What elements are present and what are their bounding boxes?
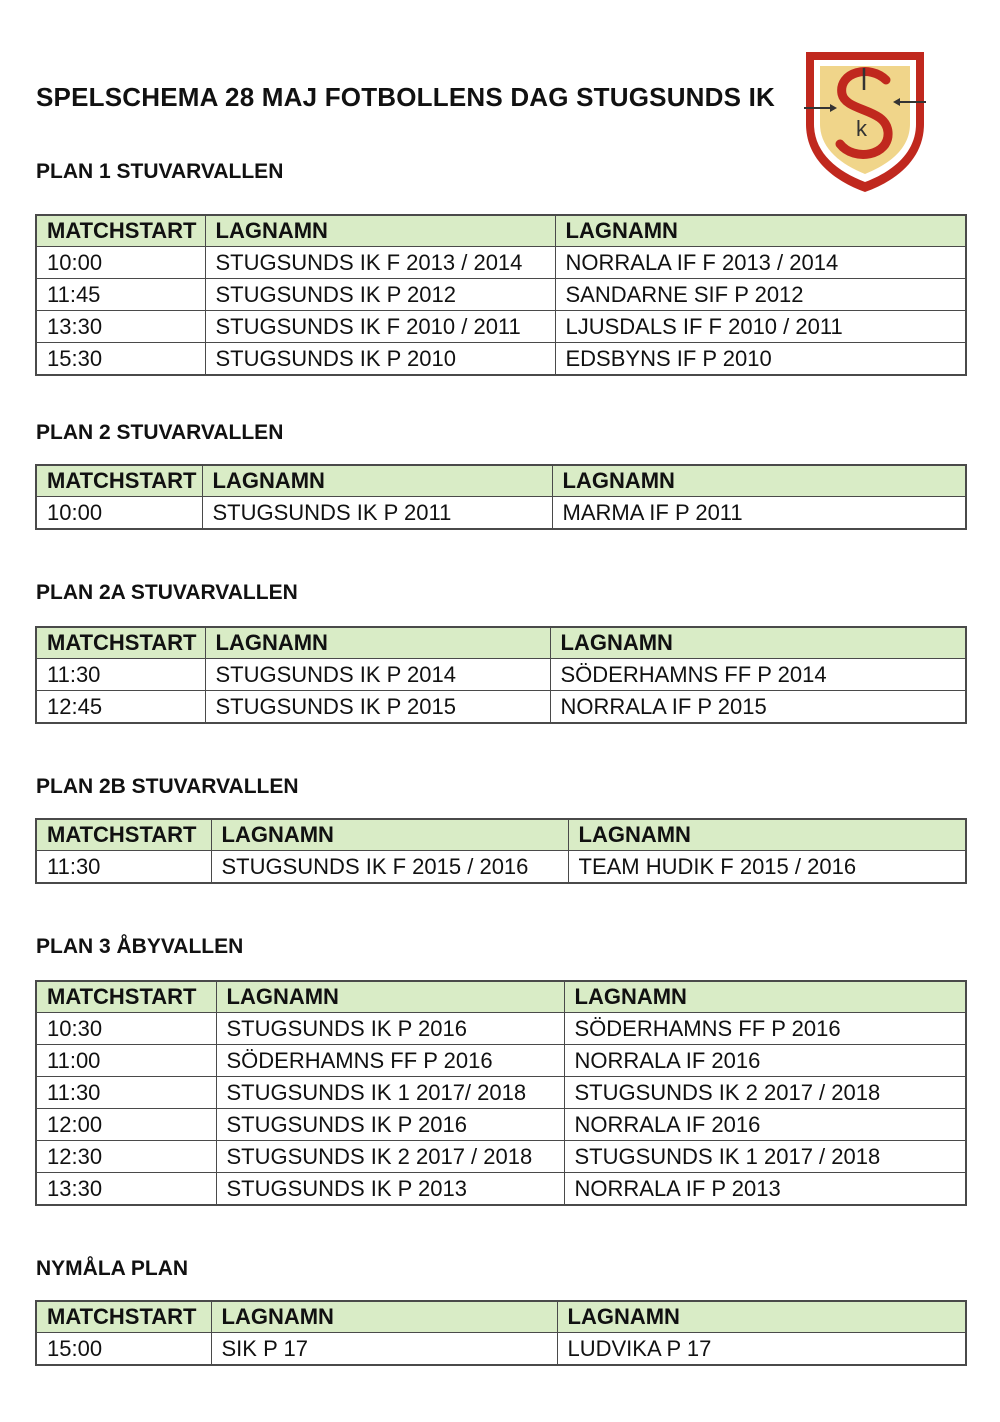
column-header: LAGNAMN bbox=[557, 1301, 966, 1333]
section-heading: PLAN 2B STUVARVALLEN bbox=[36, 775, 299, 798]
table-row bbox=[36, 497, 966, 530]
table-header-row bbox=[36, 819, 966, 851]
svg-text:k: k bbox=[856, 116, 867, 141]
home-team: STUGSUNDS IK P 2016 bbox=[216, 1109, 564, 1141]
away-team: STUGSUNDS IK 1 2017 / 2018 bbox=[564, 1141, 966, 1173]
section-heading: PLAN 3 ÅBYVALLEN bbox=[36, 935, 244, 958]
column-header: LAGNAMN bbox=[216, 981, 564, 1013]
column-header: LAGNAMN bbox=[211, 819, 568, 851]
table-row bbox=[36, 279, 966, 311]
table-header-row bbox=[36, 627, 966, 659]
table-row bbox=[36, 1013, 966, 1045]
away-team: NORRALA IF 2016 bbox=[564, 1045, 966, 1077]
match-time: 10:00 bbox=[36, 247, 205, 279]
home-team: STUGSUNDS IK P 2011 bbox=[202, 497, 552, 530]
table-row bbox=[36, 343, 966, 376]
away-team: LUDVIKA P 17 bbox=[557, 1333, 966, 1366]
column-header: MATCHSTART bbox=[36, 465, 202, 497]
column-header: MATCHSTART bbox=[36, 1301, 211, 1333]
column-header: LAGNAMN bbox=[568, 819, 966, 851]
away-team: NORRALA IF P 2015 bbox=[550, 691, 966, 724]
match-time: 10:30 bbox=[36, 1013, 216, 1045]
match-time: 15:00 bbox=[36, 1333, 211, 1366]
away-team: TEAM HUDIK F 2015 / 2016 bbox=[568, 851, 966, 884]
table-header-row bbox=[36, 1301, 966, 1333]
schedule-table bbox=[35, 818, 967, 884]
table-row bbox=[36, 311, 966, 343]
table-row bbox=[36, 1333, 966, 1366]
home-team: SIK P 17 bbox=[211, 1333, 557, 1366]
section-heading: NYMÅLA PLAN bbox=[36, 1257, 189, 1280]
column-header: LAGNAMN bbox=[211, 1301, 557, 1333]
match-time: 12:30 bbox=[36, 1141, 216, 1173]
home-team: STUGSUNDS IK F 2015 / 2016 bbox=[211, 851, 568, 884]
column-header: LAGNAMN bbox=[564, 981, 966, 1013]
home-team: STUGSUNDS IK P 2012 bbox=[205, 279, 555, 311]
home-team: STUGSUNDS IK P 2013 bbox=[216, 1173, 564, 1206]
home-team: STUGSUNDS IK 2 2017 / 2018 bbox=[216, 1141, 564, 1173]
schedule-table bbox=[35, 980, 967, 1206]
match-time: 10:00 bbox=[36, 497, 202, 530]
away-team: SÖDERHAMNS FF P 2014 bbox=[550, 659, 966, 691]
home-team: STUGSUNDS IK 1 2017/ 2018 bbox=[216, 1077, 564, 1109]
match-time: 11:45 bbox=[36, 279, 205, 311]
section-heading: PLAN 2 STUVARVALLEN bbox=[36, 421, 284, 444]
away-team: MARMA IF P 2011 bbox=[552, 497, 966, 530]
match-time: 11:30 bbox=[36, 1077, 216, 1109]
column-header: LAGNAMN bbox=[555, 215, 966, 247]
section-heading: PLAN 2A STUVARVALLEN bbox=[36, 581, 298, 604]
home-team: STUGSUNDS IK P 2015 bbox=[205, 691, 550, 724]
table-row bbox=[36, 1077, 966, 1109]
table-header-row bbox=[36, 981, 966, 1013]
away-team: NORRALA IF F 2013 / 2014 bbox=[555, 247, 966, 279]
table-row bbox=[36, 659, 966, 691]
away-team: LJUSDALS IF F 2010 / 2011 bbox=[555, 311, 966, 343]
column-header: LAGNAMN bbox=[205, 215, 555, 247]
table-row bbox=[36, 851, 966, 884]
home-team: STUGSUNDS IK P 2014 bbox=[205, 659, 550, 691]
away-team: NORRALA IF P 2013 bbox=[564, 1173, 966, 1206]
away-team: EDSBYNS IF P 2010 bbox=[555, 343, 966, 376]
away-team: SANDARNE SIF P 2012 bbox=[555, 279, 966, 311]
table-header-row bbox=[36, 465, 966, 497]
table-row bbox=[36, 691, 966, 724]
column-header: LAGNAMN bbox=[205, 627, 550, 659]
column-header: LAGNAMN bbox=[202, 465, 552, 497]
table-row bbox=[36, 247, 966, 279]
match-time: 11:30 bbox=[36, 851, 211, 884]
schedule-table bbox=[35, 464, 967, 530]
away-team: STUGSUNDS IK 2 2017 / 2018 bbox=[564, 1077, 966, 1109]
schedule-table bbox=[35, 1300, 967, 1366]
match-time: 12:00 bbox=[36, 1109, 216, 1141]
table-row bbox=[36, 1141, 966, 1173]
club-crest-icon bbox=[800, 46, 930, 194]
home-team: STUGSUNDS IK F 2013 / 2014 bbox=[205, 247, 555, 279]
column-header: MATCHSTART bbox=[36, 627, 205, 659]
schedule-table bbox=[35, 626, 967, 724]
column-header: MATCHSTART bbox=[36, 215, 205, 247]
table-row bbox=[36, 1109, 966, 1141]
column-header: LAGNAMN bbox=[550, 627, 966, 659]
home-team: STUGSUNDS IK P 2016 bbox=[216, 1013, 564, 1045]
table-row bbox=[36, 1173, 966, 1206]
match-time: 12:45 bbox=[36, 691, 205, 724]
match-time: 13:30 bbox=[36, 1173, 216, 1206]
match-time: 11:30 bbox=[36, 659, 205, 691]
match-time: 15:30 bbox=[36, 343, 205, 376]
schedule-table bbox=[35, 214, 967, 376]
match-time: 13:30 bbox=[36, 311, 205, 343]
home-team: STUGSUNDS IK F 2010 / 2011 bbox=[205, 311, 555, 343]
section-heading: PLAN 1 STUVARVALLEN bbox=[36, 160, 284, 183]
column-header: LAGNAMN bbox=[552, 465, 966, 497]
home-team: STUGSUNDS IK P 2010 bbox=[205, 343, 555, 376]
away-team: SÖDERHAMNS FF P 2016 bbox=[564, 1013, 966, 1045]
home-team: SÖDERHAMNS FF P 2016 bbox=[216, 1045, 564, 1077]
match-time: 11:00 bbox=[36, 1045, 216, 1077]
table-header-row bbox=[36, 215, 966, 247]
column-header: MATCHSTART bbox=[36, 981, 216, 1013]
column-header: MATCHSTART bbox=[36, 819, 211, 851]
away-team: NORRALA IF 2016 bbox=[564, 1109, 966, 1141]
page-title: SPELSCHEMA 28 MAJ FOTBOLLENS DAG STUGSUNDS IK bbox=[36, 82, 775, 112]
table-row bbox=[36, 1045, 966, 1077]
